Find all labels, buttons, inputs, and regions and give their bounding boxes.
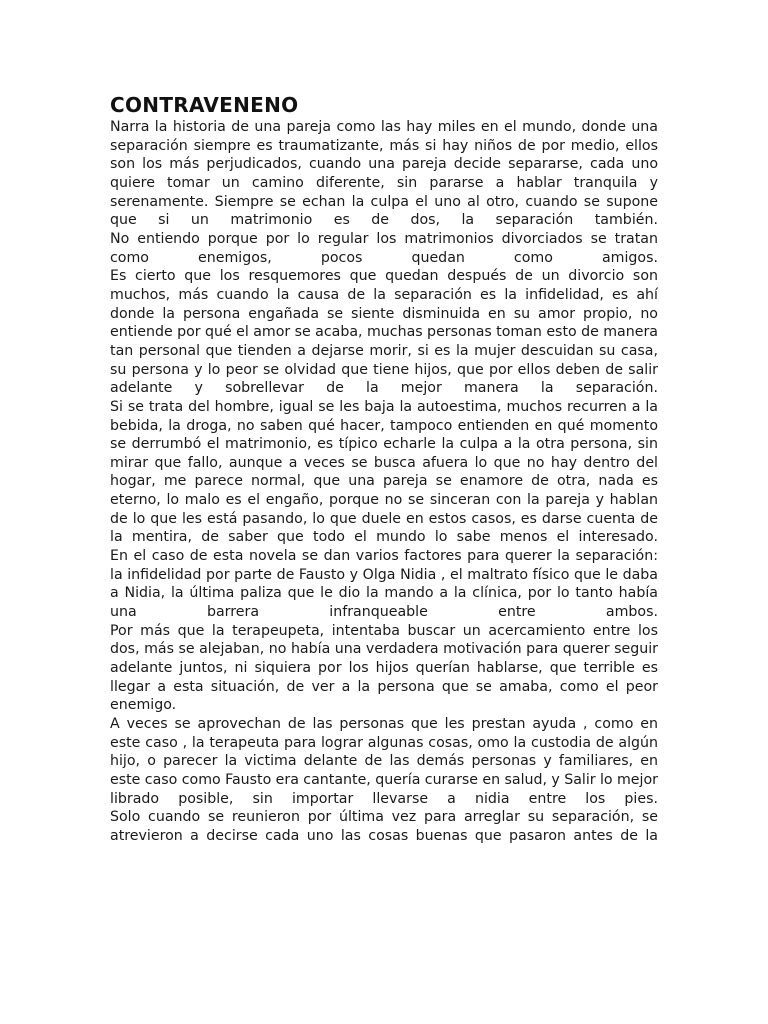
document-title: CONTRAVENENO xyxy=(110,93,299,117)
paragraph-5: En el caso de esta novela se dan varios factores para querer la separación: la infidelidad por parte de Fausto y Olga Nidia , el maltrato físico que le daba a Nidia, la última paliza que le dio la mando a la clínica, por lo tanto había una barrera infranqueable entre ambos. xyxy=(110,548,658,621)
paragraph-2: No entiendo porque por lo regular los matrimonios divorciados se tratan como enemigos, pocos quedan como amigos. xyxy=(110,230,658,266)
paragraph-1: Narra la historia de una pareja como las hay miles en el mundo, donde una separación siempre es traumatizante, más si hay niños de por medio, ellos son los más perjudicados, cuando una pareja decide separarse, cada uno quiere tomar un camino diferente, sin pararse a hablar tranquila y serenamente. Siempre se echan la culpa el uno al otro, cuando se supone que si un matrimonio es de dos, la separación también. xyxy=(110,119,658,229)
paragraph-4: Si se trata del hombre, igual se les baja la autoestima, muchos recurren a la bebida, la droga, no saben qué hacer, tampoco entienden en qué momento se derrumbó el matrimonio, es típico echarle la culpa a la otra persona, sin mirar que fallo, aunque a veces se busca afuera lo que no hay dentro del hogar, me parece normal, que una pareja se enamore de otra, nada es eterno, lo malo es el engaño, porque no se sinceran con la pareja y hablan de lo que les está pasando, lo que duele en estos casos, es darse cuenta de la mentira, de saber que todo el mundo lo sabe menos el interesado. xyxy=(110,398,658,546)
document-body xyxy=(110,92,658,846)
paragraph-6: Por más que la terapeupeta, intentaba buscar un acercamiento entre los dos, más se alejaban, no había una verdadera motivación para querer seguir adelante juntos, ni siquiera por los hijos querían hablarse, que terrible es llegar a esta situación, de ver a la persona que se amaba, como el peor enemigo. xyxy=(110,622,658,714)
paragraph-8: Solo cuando se reunieron por última vez para arreglar su separación, se atrevieron a decirse cada uno las cosas buenas que pasaron antes de la xyxy=(110,809,658,844)
paragraph-7: A veces se aprovechan de las personas que les prestan ayuda , como en este caso , la terapeuta para lograr algunas cosas, omo la custodia de algún hijo, o parecer la victima delante de las demás personas y familiares, en este caso como Fausto era cantante, quería curarse en salud, y Salir lo mejor librado posible, sin importar llevarse a nidia entre los pies. xyxy=(110,716,658,807)
paragraph-3: Es cierto que los resquemores que quedan después de un divorcio son muchos, más cuando la causa de la separación es la infidelidad, es ahí donde la persona engañada se siente disminuida en su amor propio, no entiende por qué el amor se acaba, muchas personas toman esto de manera tan personal que tienden a dejarse morir, si es la mujer descuidan su casa, su persona y lo peor se olvidad que tiene hijos, que por ellos deben de salir adelante y sobrellevar de la mejor manera la separación. xyxy=(110,268,658,397)
